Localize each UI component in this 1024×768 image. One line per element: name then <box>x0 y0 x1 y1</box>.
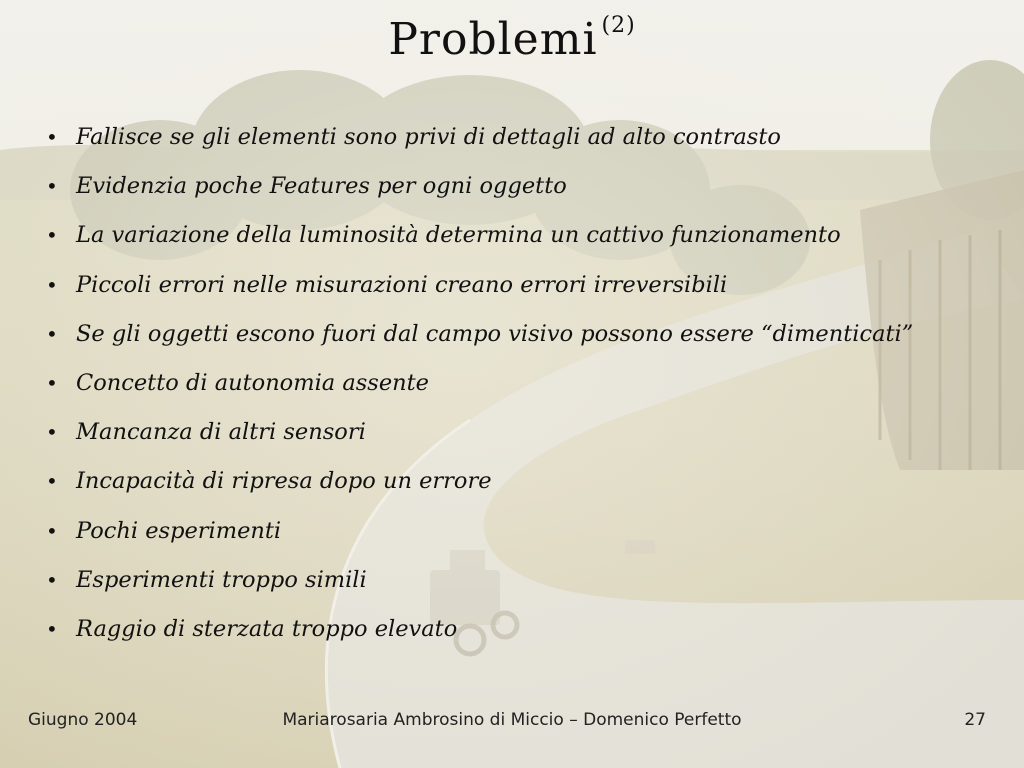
bullet-item <box>44 115 1004 164</box>
bullet-icon: • <box>46 469 58 494</box>
bullet-text: Mancanza di altri sensori <box>76 419 366 446</box>
footer-page-number: 27 <box>964 710 986 730</box>
bullet-text: Fallisce se gli elementi sono privi di dettagli ad alto contrasto <box>76 124 781 150</box>
footer-authors: Mariarosaria Ambrosino di Miccio – Domenico Perfetto <box>282 710 742 730</box>
slide-title <box>0 14 1024 65</box>
footer-date: Giugno 2004 <box>28 710 138 730</box>
bullet-icon: • <box>46 370 58 395</box>
bullet-item <box>44 164 1004 213</box>
bullet-text: La variazione della luminosità determina un cattivo funzionamento <box>76 222 841 249</box>
bullet-text: Esperimenti troppo simili <box>76 566 367 593</box>
bullet-item <box>44 558 1004 607</box>
slide-title-text: Problemi <box>388 14 598 65</box>
bullet-item <box>44 607 1004 656</box>
bullet-text: Piccoli errori nelle misurazioni creano errori irreversibili <box>76 271 728 298</box>
bullet-icon: • <box>46 174 58 199</box>
bullet-item <box>44 459 1004 508</box>
bullet-item <box>44 410 1004 459</box>
bullet-text: Se gli oggetti escono fuori dal campo visivo possono essere “dimenticati” <box>76 320 914 347</box>
bullet-icon: • <box>46 272 58 297</box>
slide-title-superscript: (2) <box>601 13 636 39</box>
bullet-item <box>44 263 1004 312</box>
bullet-text: Raggio di sterzata troppo elevato <box>76 615 458 642</box>
bullet-icon: • <box>46 518 58 543</box>
bullet-text: Incapacità di ripresa dopo un errore <box>76 468 492 495</box>
bullet-text: Concetto di autonomia assente <box>76 369 430 396</box>
bullet-icon: • <box>46 223 58 248</box>
bullet-icon: • <box>46 420 58 445</box>
bullet-list <box>44 115 1004 656</box>
bullet-item <box>44 509 1004 558</box>
bullet-icon: • <box>46 125 58 149</box>
bullet-icon: • <box>46 567 58 592</box>
bullet-item <box>44 312 1004 361</box>
bullet-text: Pochi esperimenti <box>76 517 282 544</box>
bullet-icon: • <box>46 616 58 641</box>
bullet-item <box>44 361 1004 410</box>
bullet-text: Evidenzia poche Features per ogni oggetto <box>76 173 567 200</box>
bullet-icon: • <box>46 321 58 346</box>
bullet-item <box>44 213 1004 262</box>
